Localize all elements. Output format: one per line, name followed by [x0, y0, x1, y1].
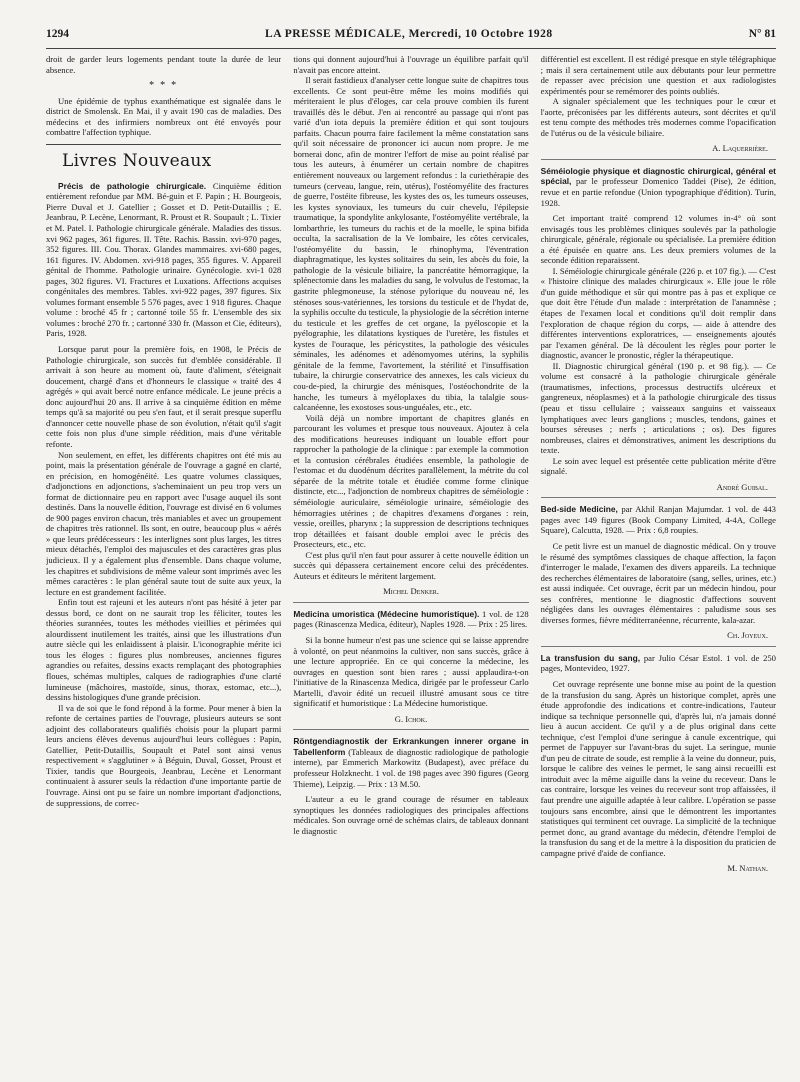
review-reference: (Tableaux de diagnostic radiologique de pathologie interne), par Emmerich Markowitz (Budapest), avec préface du professeur Holzknecht. 1 vol. de 198 pages avec 390 figures (Georg Thieme), Leipzig. — Prix : 13 M.50. [293, 746, 529, 789]
typhus-paragraph: Une épidémie de typhus exanthématique est signalée dans le district de Smolensk. En Mai, il y avait 190 cas de maladies. Des médecins et des infirmiers nombreux ont été envoyés pour combattre l'affection typhique. [46, 95, 282, 138]
reviewer-signature: M. Nathan. [727, 863, 768, 874]
reviewer-signature: André Guibal. [716, 481, 768, 492]
review-title: Séméiologie physique et diagnostic chirurgical, général et spécial, [540, 165, 776, 187]
entry-divider [293, 729, 528, 730]
review-title: La transfusion du sang, [540, 652, 641, 663]
asterism: * * * [149, 80, 179, 92]
review-paragraph: Le soin avec lequel est présentée cette publication mérite d'être signalé. [540, 455, 776, 477]
review-paragraph: Cet ouvrage représente une bonne mise au point de la question de la transfusion du sang. Après un historique complet, après une étude approfondie des indications et contre-indications, l'auteur indique sa technique personnelle qui, d'après lui, n'a jamais donné lieu à aucun accident. Ce qu'il y a de plus original dans cette technique, c'est l'emploi d'une seringue à canule excentrique, qui permet de l'appuyer sur l'avant-bras du sujet. La seringue, munie d'un peu de citrate de soude, est remplie à la veine du donneur, puis, lorsque le calibre des veines le permet, le sang ainsi recueilli est introduit avec la même aiguille dans la veine du receveur. Dans le cas contraire, lorsque les veines du receveur sont trop affaissées, il faut prendre une aiguille adaptée à leur calibre. L'opération se passe toujours sans encombre, ainsi que le démontrent les importantes statistiques qui terminent cet ouvrage. La simplicité de la technique permet donc, au grand avantage du médecin, d'étendre l'emploi de la transfusion du sang et de la mettre à la disposition du praticien de campagne privé d'aide de confiance. [540, 678, 776, 858]
reviewer-signature: Ch. Joyeux. [727, 630, 768, 641]
review-paragraph: Enfin tout est rajeuni et les auteurs n'ont pas hésité à jeter par dessus bord, ce dont on ne saurait trop les féliciter, toutes les théories surannées, toutes les méthodes vieillies et périmées qui alourdissent inutilement les traités, ainsi que les illustrations d'un autre siècle qui les enlaidissent à plaisir. L'iconographie mérite ici tous les éloges : figures plus nombreuses, anciennes figures agrandies ou refaites, dessins exacts remplaçant des photographies floues, schémas multiples, calques de radiographies d'une clarté lumineuse (mâchoires, mastoïde, sinus, thorax, estomac, etc...), dessins histologiques d'une grande précision. [46, 597, 282, 703]
reviewer-signature: Michel Denker. [383, 586, 439, 597]
review-paragraph: Cet important traité comprend 12 volumes in-4° où sont envisagés tous les problèmes cliniques soulevés par la pathologie chirurgicale, générale, régionale ou spécialisée. La première édition a été épuisée en quatre ans. Les deux premiers volumes de la seconde édition reparaissent. [540, 213, 776, 266]
entry-divider [541, 646, 776, 647]
review-header-transfusion [541, 653, 776, 674]
review-paragraph: différentiel est excellent. Il est rédigé presque en style télégraphique ; mais il sera certainement utile aux débutants pour leur permettre de repasser avec précision une question et aux radiologistes expérimentés pour se remémorer des points oubliés. [540, 54, 776, 96]
review-paragraph: Lorsque parut pour la première fois, en 1908, le Précis de Pathologie chirurgicale, son succès fut d'emblée considérable. Il arrivait à son heure au moment où, faute d'aliment, s'éteignait doucement, chargé d'ans et d'honneurs le classique « traité des 4 agrégés » qui avait bercé notre enfance médicale. Le jeune précis a donc aujourd'hui 20 ans. Il arrive à sa cinquième édition en même temps qu'à sa majorité ou peu s'en faut, et il serait presque superflu d'annoncer cette nouvelle phase de son évolution, n'était qu'il s'agit cette fois non plus d'une simple réédition, mais d'une véritable refonte. [46, 344, 282, 449]
review-title: Röntgendiagnostik der Erkrankungen innerer organe in Tabellenform [293, 736, 529, 757]
review-paragraph: Voilà déjà un nombre important de chapitres glanés en parcourant les volumes et presque tous nouveaux. Ajoutez à cela des modifications heureuses indiquant un louable effort pour rapprocher la pathologie de la clinique : par exemple la commotion et la contusion cérébrales étudiées ensemble, la pathologie de l'estomac et du duodénum décrites parallèlement, la métrite du col séparée de la métrite totale et étudiée comme forme clinique distincte, etc..., l'adjonction de nombreux chapitres de séméiologie : séméiologie auriculaire, séméiologie urinaire, séméiologie des hémorragies utérines ; de chapitres d'examens d'organes : rein, vessie, oreilles, pharynx ; la suppression de descriptions techniques trop détaillées et faisant double emploi avec le précis des Prosecteurs, etc., etc. [293, 412, 529, 550]
article-columns [46, 54, 776, 1068]
page-number: 1294 [46, 28, 69, 40]
review-reference: 1 vol. de 128 pages (Rinascenza Medica, éditeur), Naples 1928. — Prix : 25 lires. [293, 608, 529, 630]
review-title: Bed-side Medicine, [540, 504, 618, 515]
review-header-precis [46, 181, 281, 339]
review-header-rontgen [293, 736, 528, 789]
review-header-medicina [293, 609, 528, 630]
review-reference: Cinquième édition entièrement refondue par MM. Bé-guin et F. Papin ; H. Bourgeois, Pierre Duval et J. Gatellier ; Gosset et D. Petit-Dutaillis ; E. Jeanbrau, P. Lecène, Lenormant, R. Proust et R. Soupault ; L. Tixier et M. Patel. I. Pathologie chirurgicale générale. Maladies des tissus. xvi 962 pages, 361 figures. II. Tête. Rachis. Bassin. xvi-970 pages, 352 figures. III. Cou. Thorax. Glandes mammaires. xvi-680 pages, 161 figures. IV. Abdomen. xvi-918 pages, 355 figures. V. Appareil génital de l'homme. Pathologie urinaire. Gynécologie. xvi-1 028 pages, 302 figures. VI. Fractures et Luxations. Affections acquises congénitales des membres. Tables. xvi-922 pages, 397 figures. Six volumes formant ensemble 5 576 pages, avec 1 918 figures. Chaque volume : broché 45 fr ; cartonné toile 55 fr. L'ensemble des six volumes : broché 270 fr. ; cartonné 330 fr. (Masson et Cie, éditeurs), Paris, 1928. [46, 180, 282, 339]
review-paragraph: II. Diagnostic chirurgical général (190 p. et 98 fig.). — Ce volume est consacré à la pathologie chirurgicale générale (traumatismes, infections, processus destructifs ulcéreux et gangreneux, néoplasmes) et à la pathologie chirurgicale des tissus (peau et tissu cellulaire ; vaisseaux sanguins et vaisseaux lymphatiques avec leurs ganglions ; muscles, tendons, gaines et bourses séreuses ; nerfs ; articulations ; os). Des figures nombreuses, claires et démonstratives, animent les descriptions du texte. [540, 360, 776, 456]
review-title: Medicina umoristica (Médecine humoristique). [293, 608, 480, 619]
reviewer-signature: A. Laquerrière. [712, 143, 768, 154]
review-header-semeiologie [541, 166, 776, 208]
review-header-bedside [541, 504, 776, 536]
section-divider [46, 144, 281, 145]
review-paragraph: Si la bonne humeur n'est pas une science qui se laisse apprendre à volonté, on peut néanmoins la cultiver, non sans succès, grâce à une lecture appropriée. En ce qui concerne la médecine, les ouvrages en question sont bien rares ; aussi applaudira-t-on l'initiative de la Rinascenza Medica, dirigée par le professeur Carlo Martelli, d'avoir édité un recueil illustré amusant sous ce titre significatif et humoristique : La Médecine humoristique. [293, 634, 529, 709]
review-paragraph: Ce petit livre est un manuel de diagnostic médical. On y trouve le résumé des symptômes classiques de chaque affection, la façon d'interroger le malade, l'examen des divers appareils. La technique des recherches élémentaires de laboratoire (sang, selles, urines, etc.) est aussi indiquée. Cet ouvrage, écrit par un médecin hindou, pour ses confrères, mentionne le diagnostic d'affections souvent négligées dans les ouvrages élémentaires : paludisme sous ses diverses formes, fièvre méditerranéenne, récurrente, kala-azar. [540, 540, 776, 625]
column-2 [293, 54, 528, 1068]
review-reference: par le professeur Domenico Taddei (Pise), 2e édition, revue et en partie refondue (Union typographique d'édition). Turin, 1928. [540, 176, 776, 208]
page-header [46, 28, 776, 49]
review-paragraph: A signaler spécialement que les techniques pour le cœur et l'aorte, préconisées par les différents auteurs, sont décrites et qu'il est tenu compte des méthodes très modernes comme l'opacification de l'utérus ou de la vésicule biliaire. [540, 96, 776, 138]
review-paragraph: Il serait fastidieux d'analyser cette longue suite de chapitres tous excellents. Ce sont peut-être même les moins modifiés qui mériteraient le plus d'éloges, car cela prouve combien ils furent travaillés dès le début. J'en ai rencontré au passage qui n'ont pas varié d'un iota depuis la première édition et qui sont toujours parfaits. Chacun pourra faire facilement la même constatation sans qu'il soit nécessaire de prononcer ici aucun nom propre. Je me bornerai donc, afin de montrer l'effort de mise au point réalisé par tous les auteurs, à énumérer un certain nombre de chapitres entièrement nouveaux ou largement refondus : la curiethérapie des tumeurs (cerveau, langue, rein, utérus), l'ostéomyélite des fractures de guerre, l'ostéite fibreuse, les kystes des os, les tumeurs osseuses, les kystes synoviaux, les tumeurs du cuir chevelu, l'épilepsie traumatique, la spondylite ankylosante, l'ostéomyélite vertébrale, la lombarthrie, les tumeurs du rachis et de la moelle, le spina bifida occulta, la sacralisation de la Ve lombaire, les côtes cervicales, l'ostéomyélite du bassin, le rhinophyma, l'éventration diaphragmatique, les kystes solitaires du sein, les abcès du foie, la pathologie de la vésicule biliaire, la pancréatite hémorragique, la splénectomie dans les maladies du sang, le volvulus de l'estomac, la gastrite phlegmoneuse, la sténose pylorique du nouveau né, les sténoses sous-vatériennes, les torsions du testicule et de l'hydat de, la syphilis occulte du testicule, la physiologie de la sécrétion interne du testicule et les greffes de cet organe, la pyéloscopie et la pyélographie, les dilatations kystiques de l'uretère, les fistules et kystes de l'ouraque, les péricystites, la pathologie des vésicules séminales, les adénomes et adénomyomes utérins, la syphilis génitale de la femme, l'avortement, la stérilité et l'insuffisation tubaire, la chirurgie conservatrice des annexes, les cals vicieux du cou-de-pied, la chirurgie des ménisques, l'ostéochondrite de la hanche, les tumeurs à myéloplaxes du tibia, la talalgie sous-calcanéenne, les exostoses sous-unguéales, etc., etc. [293, 75, 529, 413]
entry-divider [293, 602, 528, 603]
entry-divider [541, 497, 776, 498]
review-paragraph: L'auteur a eu le grand courage de résumer en tableaux synoptiques les données radiologiques des principales affections médicales. Son ouvrage orné de schémas clairs, de tableaux donnant le diagnostic [293, 794, 529, 836]
section-title: Livres Nouveaux [62, 150, 212, 171]
entry-divider [541, 159, 776, 160]
issue-number: N° 81 [748, 28, 776, 40]
column-3 [541, 54, 776, 1068]
review-reference: par Akhil Ranjan Majumdar. 1 vol. de 443 pages avec 149 figures (Book Company Limited, 4-4A, College Square), Calcutta, 1928. — Prix : 6,8 roupies. [540, 504, 776, 536]
review-paragraph: Il va de soi que le fond répond à la forme. Pour mener à bien la refonte de certaines parties de l'ouvrage, plusieurs auteurs se sont adjoint des collaborateurs qualifiés choisis pour la plupart parmi leurs anciens élèves devenus aujourd'hui leurs collègues : Papin, Gatellier, Petit-Dutaillis, Soupault et Patel sont ainsi venus respectivement « s'agglutiner » à Béguin, Duval, Gosset, Proust et Tixier, tandis que Bourgeois, Jeanbrau, Lecène et Lenormant continuaient à assurer seuls la rédaction d'une importante partie de l'ouvrage. Ainsi ont pu se faire un nombre important d'adjonctions, de suppressions, de correc- [46, 702, 282, 808]
intro-paragraph: droit de garder leurs logements pendant toute la durée de leur absence. [46, 54, 282, 75]
journal-title: LA PRESSE MÉDICALE, Mercredi, 10 Octobre 1928 [265, 28, 553, 40]
reviewer-signature: G. Ichok. [394, 713, 428, 724]
review-paragraph: Non seulement, en effet, les différents chapitres ont été mis au point, mais la présentation générale de l'ouvrage a gagné en clarté, en précision, en homogénéité. Les quatre volumes classiques, d'adjonctions en adjonctions, s'acheminaient un peu trop vers un format de dictionnaire peu en rapport avec l'usage auquel ils sont destinés. Dans la nouvelle édition, l'ouvrage est divisé en 6 volumes de 900 pages environ chacun, très maniables et avec un groupement de chapitres très rationnel. Ils sont, en outre, beaucoup plus « aérés » que leurs prédécesseurs : les interlignes sont plus larges, les titres mieux détachés, l'emploi des majuscules et des caractères gras plus judicieux. Il y a également plus d'ensemble. Dans chaque volume, les chapitres et subdivisions de même valeur sont imprimés avec les mêmes caractères : le plan général saute tout de suite aux yeux, la lecture en est grandement facilitée. [46, 449, 282, 597]
review-paragraph: I. Séméiologie chirurgicale générale (226 p. et 107 fig.). — C'est « l'histoire clinique des malades chirurgicaux ». Elle joue le rôle d'un guide méthodique et sûr qui montre pas à pas et explique ce que doit être l'étude d'un malade : interprétation de l'anamnèse ; étapes de l'examen local et conditions qu'il doit remplir dans l'exploration de chaque région du corps, — aide à attendre des différentes interventions exploratrices, — enseignements ajoutés par l'examen général. De là découlent les règles pour porter le diagnostic, avancer le pronostic, régler la thérapeutique. [540, 265, 776, 361]
review-paragraph: C'est plus qu'il n'en faut pour assurer à cette nouvelle édition un succès qui dépassera certainement encore celui des précédentes. Auteurs et éditeurs le méritent largement. [293, 549, 529, 581]
review-reference: par Julio César Estol. 1 vol. de 250 pages, Montevideo, 1927. [540, 652, 776, 674]
column-1 [46, 54, 281, 1068]
review-paragraph: tions qui donnent aujourd'hui à l'ouvrage un équilibre parfait qu'il n'avait pas encore atteint. [293, 54, 529, 75]
review-title: Précis de pathologie chirurgicale. [58, 180, 207, 191]
